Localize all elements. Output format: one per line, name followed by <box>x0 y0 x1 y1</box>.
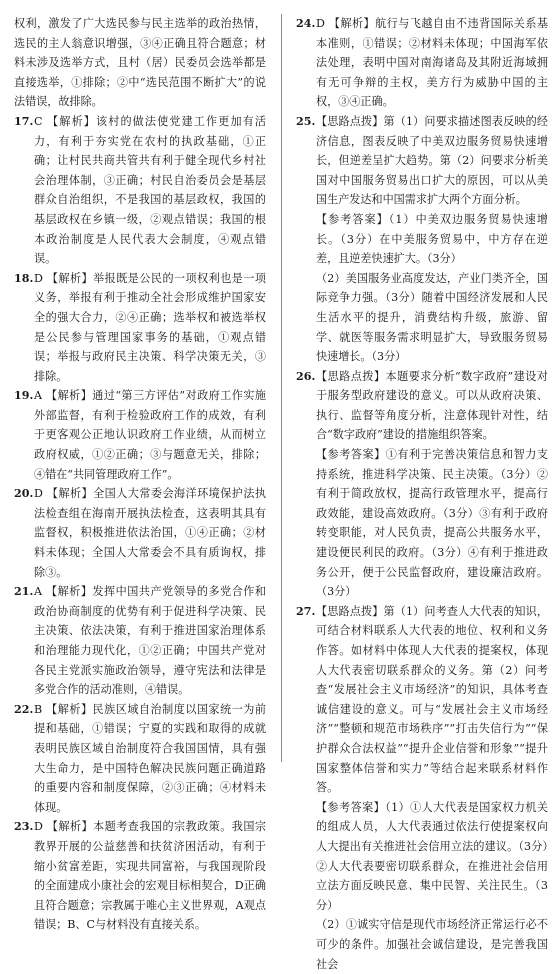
answer-item <box>296 14 548 112</box>
answer-paragraph: （2）①诚实守信是现代市场经济正常运行必不可少的条件。加强社会诚信建设，是完善我国社会 <box>316 918 548 971</box>
right-item-list <box>296 14 548 974</box>
left-item-list <box>14 112 266 935</box>
answer-paragraph: 【思路点拨】本题要求分析“数字政府”建设对于服务型政府建设的意义。可以从政府决策、执行、监督等角度分析，注意体现针对性，结合“数字政府”建设的措施组织答案。 <box>316 369 548 442</box>
answer-body <box>316 602 548 974</box>
answer-item <box>14 817 266 935</box>
question-number: 27. <box>296 604 316 618</box>
answer-item <box>14 112 266 269</box>
answer-paragraph: 【参考答案】（1）①人大代表是国家权力机关的组成人员，人大代表通过依法行使提案权向人大提出有关推进社会信用立法的建议。（3分）②人大代表要密切联系群众，在推进社会信用立法方面反映民意、集中民智、关注民生。（3分） <box>316 800 548 912</box>
answer-text: D 【解析】举报既是公民的一项权利也是一项义务，举报有利于推动全社会形成维护国家安全的强大合力，②④正确；选举权和被选举权是公民参与管理国家事务的基础，①观点错误；举报与政府民主决策、科学决策无关，③排除。 <box>34 271 266 383</box>
question-number: 20. <box>14 487 34 501</box>
question-number: 26. <box>296 369 316 383</box>
question-number: 19. <box>14 389 34 403</box>
question-number: 23. <box>14 820 34 834</box>
question-number: 22. <box>14 702 34 716</box>
answer-paragraph: （2）美国服务业高度发达，产业门类齐全，国际竞争力强。（3分）随着中国经济发展和人民生活水平的提升，消费结构升级，旅游、留学、就医等服务需求明显扩大，导致服务贸易快速增长。（3分） <box>316 271 548 364</box>
left-column <box>14 14 266 935</box>
answer-item <box>14 269 266 387</box>
question-number: 18. <box>14 271 34 285</box>
answer-body <box>316 112 548 367</box>
right-column <box>296 14 548 974</box>
question-number: 17. <box>14 114 34 128</box>
question-number: 21. <box>14 585 34 599</box>
answer-body <box>316 14 548 112</box>
answer-paragraph: D 【解析】航行与飞越自由不违背国际关系基本准则，①错误；②材料未体现；中国海军依法处理，表明中国对南海诸岛及其附近海域拥有无可争辩的主权，美方行为威胁中国的主权，③④正确。 <box>316 17 548 109</box>
answer-paragraph: 【思路点拨】第（1）问要求描述图表反映的经济信息，图表反映了中美双边服务贸易快速增长，但逆差呈扩大趋势。第（2）问要求分析美国对中国服务贸易出口扩大的原因，可以从美国生产发达和中国需求扩大两个方面分析。 <box>316 114 548 207</box>
answer-paragraph: 【思路点拨】第（1）问考查人大代表的知识，可结合材料联系人大代表的地位、权利和义务作答。如材料中体现人大代表的提案权，体现人大代表密切联系群众的义务。第（2）问考查“发展社会主义市场经济”的知识，具体考查诚信建设的意义。可与“发展社会主义市场经济”“整顿和规范市场秩序”“打击失信行为”“保护群众合法权益”“提升企业信誉和形象”“提升国家整体信誉和实力”等结合起来联系材料作答。 <box>316 604 548 795</box>
answer-text: B 【解析】民族区域自治制度以国家统一为前提和基础，①错误；宁夏的实践和取得的成就表明民族区域自治制度符合我国国情，具有强大生命力，是中国特色解决民族问题正确道路的重要内容和制度保障，②③正确；④材料未体现。 <box>34 702 266 814</box>
answer-item <box>296 367 548 602</box>
answer-body <box>316 367 548 602</box>
answer-text: C 【解析】该村的做法使党建工作更加有活力，有利于夯实党在农村的执政基础，①正确；让村民共商共管共有利于健全现代乡村社会治理体制，③正确；村民自治委员会是基层群众自治组织，不是我国的基层政权，我国的基层政权在乡镇一级，②观点错误；我国的根本政治制度是人民代表大会制度，④观点错误。 <box>34 114 266 266</box>
column-divider <box>281 14 282 762</box>
answer-item <box>296 112 548 367</box>
answer-item <box>14 582 266 700</box>
answer-item <box>14 386 266 484</box>
question-number: 25. <box>296 114 316 128</box>
question-number: 24. <box>296 17 316 30</box>
answer-text: D 【解析】全国人大常委会海洋环境保护法执法检查组在海南开展执法检查，这表明其具有监督权，积极推进依法治国，①④正确；②材料未体现；全国人大常委会不具有质询权，排除③。 <box>34 487 266 579</box>
answer-text: A 【解析】发挥中国共产党领导的多党合作和政治协商制度的优势有利于促进科学决策、民主决策、依法决策，有利于推进国家治理体系和治理能力现代化，①②正确；中国共产党对各民主党派实施政治领导，遵守宪法和法律是多党合作的活动准则，④错误。 <box>34 585 266 697</box>
answer-item <box>296 602 548 974</box>
answer-item <box>14 484 266 582</box>
continuation-paragraph: 权利，激发了广大选民参与民主选举的政治热情，选民的主人翁意识增强，③④正确且符合题意；材料未涉及选举方式，且村（居）民委员会选举都是直接选举，①排除；②中“选民范围不断扩大”的说法错误，故排除。 <box>14 17 266 109</box>
answer-paragraph: 【参考答案】（1）中美双边服务贸易快速增长。（3分）在中美服务贸易中，中方存在逆差，且逆差快速扩大。（3分） <box>316 212 548 266</box>
answer-paragraph: 【参考答案】①有利于完善决策信息和智力支持系统，推进科学决策、民主决策。（3分）②有利于简政放权，提高行政管理水平，提高行政效能，建设高效政府。（3分）③有利于政府转变职能，对人民负责，提高公共服务水平，建设便民利民的政府。（3分）④有利于推进政务公开，便于公民监督政府，建设廉洁政府。（3分） <box>316 448 548 599</box>
answer-text: A 【解析】通过“第三方评估”对政府工作实施外部监督，有利于检验政府工作的成效，有利于更客观公正地认识政府工作业绩，从而树立政府权威，①②正确；③与题意无关，排除；④错在“共同管理政府工作”。 <box>34 389 266 481</box>
answer-item <box>14 700 266 818</box>
answer-text: D 【解析】本题考查我国的宗教政策。我国宗教界开展的公益慈善和扶贫济困活动，有利于缩小贫富差距，实现共同富裕，与我国现阶段的全面建成小康社会的宏观目标相契合，D正确且符合题意；宗教属于唯心主义世界观，A观点错误；B、C与材料没有直接关系。 <box>34 820 266 932</box>
